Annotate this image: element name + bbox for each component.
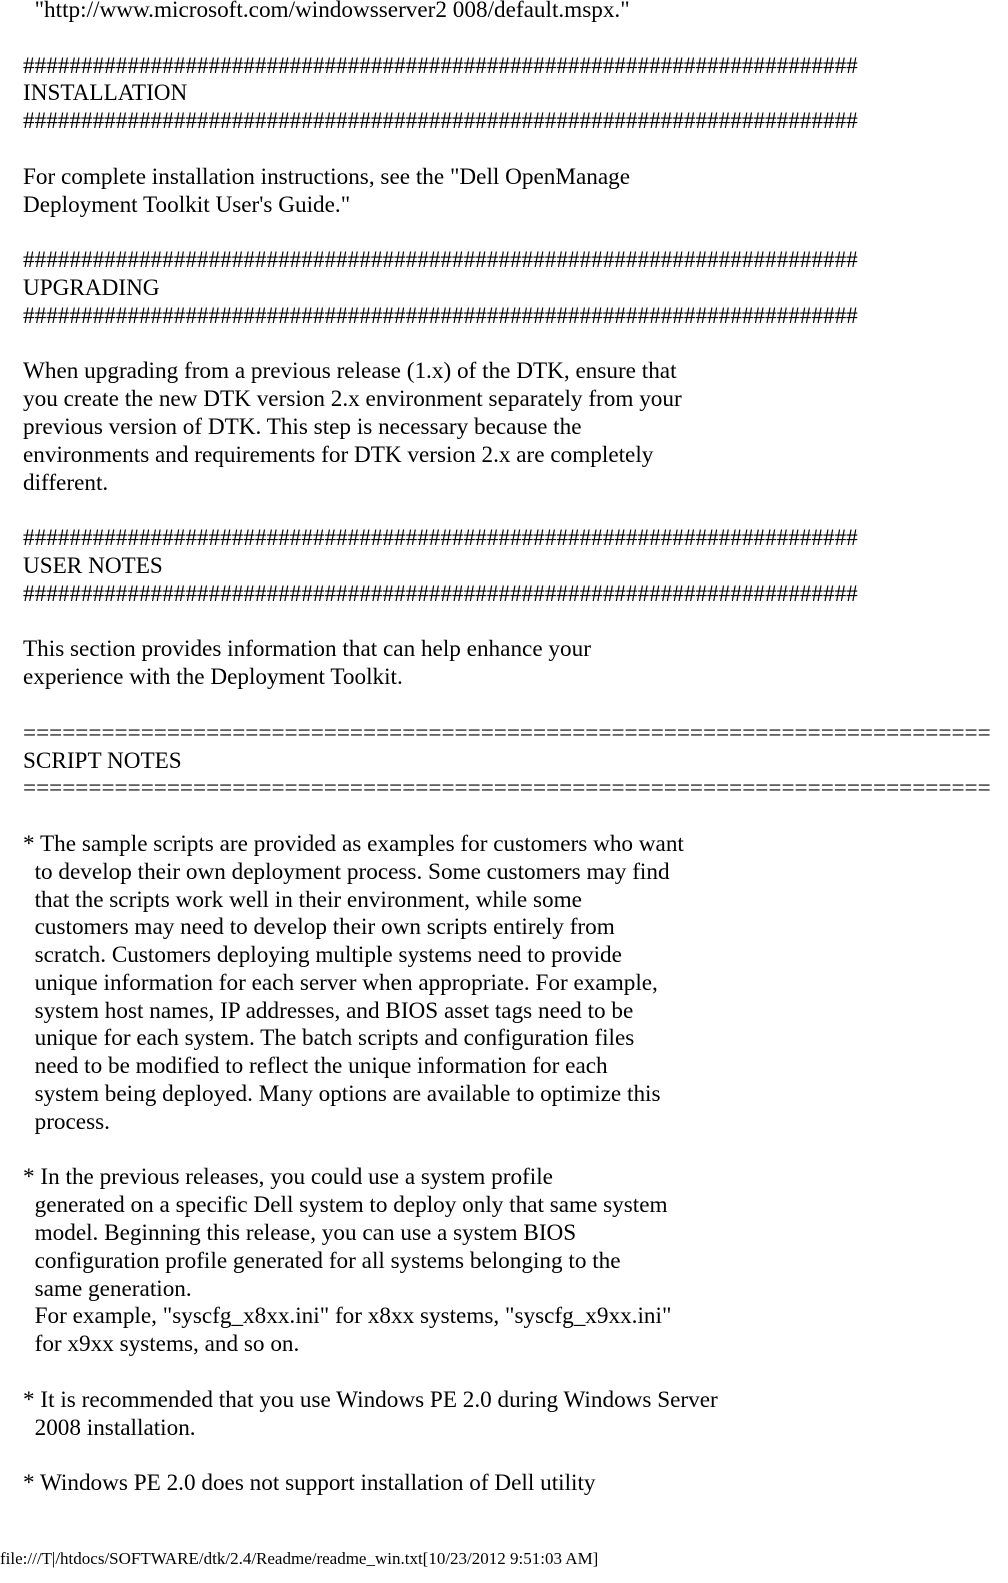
- text-line: generated on a specific Dell system to deploy only that same system: [23, 1192, 668, 1219]
- section-heading: SCRIPT NOTES: [23, 747, 182, 774]
- page-footer-url: file:///T|/htdocs/SOFTWARE/dtk/2.4/Readme/readme_win.txt[10/23/2012 9:51:03 AM]: [0, 1549, 599, 1568]
- text-line: For example, "syscfg_x8xx.ini" for x8xx systems, "syscfg_x9xx.ini": [23, 1303, 672, 1330]
- readme-text-body: [23, 0, 1008, 1498]
- blank-line: [23, 803, 1008, 831]
- text-line: configuration profile generated for all systems belonging to the: [23, 1247, 621, 1274]
- section-heading: INSTALLATION: [23, 80, 188, 107]
- text-line: * In the previous releases, you could use a system profile: [23, 1164, 553, 1191]
- blank-line: [23, 692, 1008, 720]
- hash-separator-line: ########################################################################: [23, 302, 858, 329]
- text-line: that the scripts work well in their environment, while some: [23, 886, 582, 913]
- blank-line: [23, 331, 1008, 359]
- text-line: environments and requirements for DTK version 2.x are completely: [23, 441, 654, 468]
- equals-separator-line: ==========================================================================: [23, 719, 991, 746]
- text-line: system being deployed. Many options are available to optimize this: [23, 1081, 661, 1108]
- text-line: unique for each system. The batch scripts and configuration files: [23, 1025, 635, 1052]
- text-line: * It is recommended that you use Windows PE 2.0 during Windows Server: [23, 1386, 718, 1413]
- blank-line: [23, 1137, 1008, 1165]
- text-line: 2008 installation.: [23, 1414, 196, 1441]
- text-line: * Windows PE 2.0 does not support installation of Dell utility: [23, 1470, 596, 1497]
- blank-line: [23, 1442, 1008, 1470]
- text-line: * The sample scripts are provided as examples for customers who want: [23, 830, 684, 857]
- text-line: system host names, IP addresses, and BIOS asset tags need to be: [23, 997, 634, 1024]
- blank-line: [23, 609, 1008, 637]
- text-line: previous version of DTK. This step is necessary because the: [23, 413, 582, 440]
- text-line: same generation.: [23, 1275, 192, 1302]
- hash-separator-line: ########################################################################: [23, 247, 858, 274]
- text-line: model. Beginning this release, you can use a system BIOS: [23, 1220, 577, 1247]
- text-line: "http://www.microsoft.com/windowsserver2 008/default.mspx.": [23, 0, 630, 23]
- text-line: need to be modified to reflect the unique information for each: [23, 1053, 608, 1080]
- text-line: unique information for each server when appropriate. For example,: [23, 969, 658, 996]
- text-line: customers may need to develop their own scripts entirely from: [23, 914, 615, 941]
- text-line: different.: [23, 469, 109, 496]
- text-line: process.: [23, 1108, 110, 1135]
- blank-line: [23, 25, 1008, 53]
- text-line: This section provides information that can help enhance your: [23, 636, 591, 663]
- text-line: for x9xx systems, and so on.: [23, 1331, 300, 1358]
- equals-separator-line: ==========================================================================: [23, 775, 991, 802]
- text-line: When upgrading from a previous release (1.x) of the DTK, ensure that: [23, 358, 677, 385]
- text-line: For complete installation instructions, see the "Dell OpenManage: [23, 163, 631, 190]
- blank-line: [23, 497, 1008, 525]
- blank-line: [23, 219, 1008, 247]
- blank-line: [23, 136, 1008, 164]
- text-line: experience with the Deployment Toolkit.: [23, 664, 403, 691]
- text-line: scratch. Customers deploying multiple systems need to provide: [23, 942, 622, 969]
- hash-separator-line: ########################################################################: [23, 525, 858, 552]
- hash-separator-line: ########################################################################: [23, 52, 858, 79]
- blank-line: [23, 1359, 1008, 1387]
- text-line: you create the new DTK version 2.x environment separately from your: [23, 386, 682, 413]
- section-heading: USER NOTES: [23, 552, 163, 579]
- section-heading: UPGRADING: [23, 274, 160, 301]
- hash-separator-line: ########################################################################: [23, 580, 858, 607]
- text-line: to develop their own deployment process. Some customers may find: [23, 858, 670, 885]
- hash-separator-line: ########################################################################: [23, 108, 858, 135]
- text-line: Deployment Toolkit User's Guide.": [23, 191, 351, 218]
